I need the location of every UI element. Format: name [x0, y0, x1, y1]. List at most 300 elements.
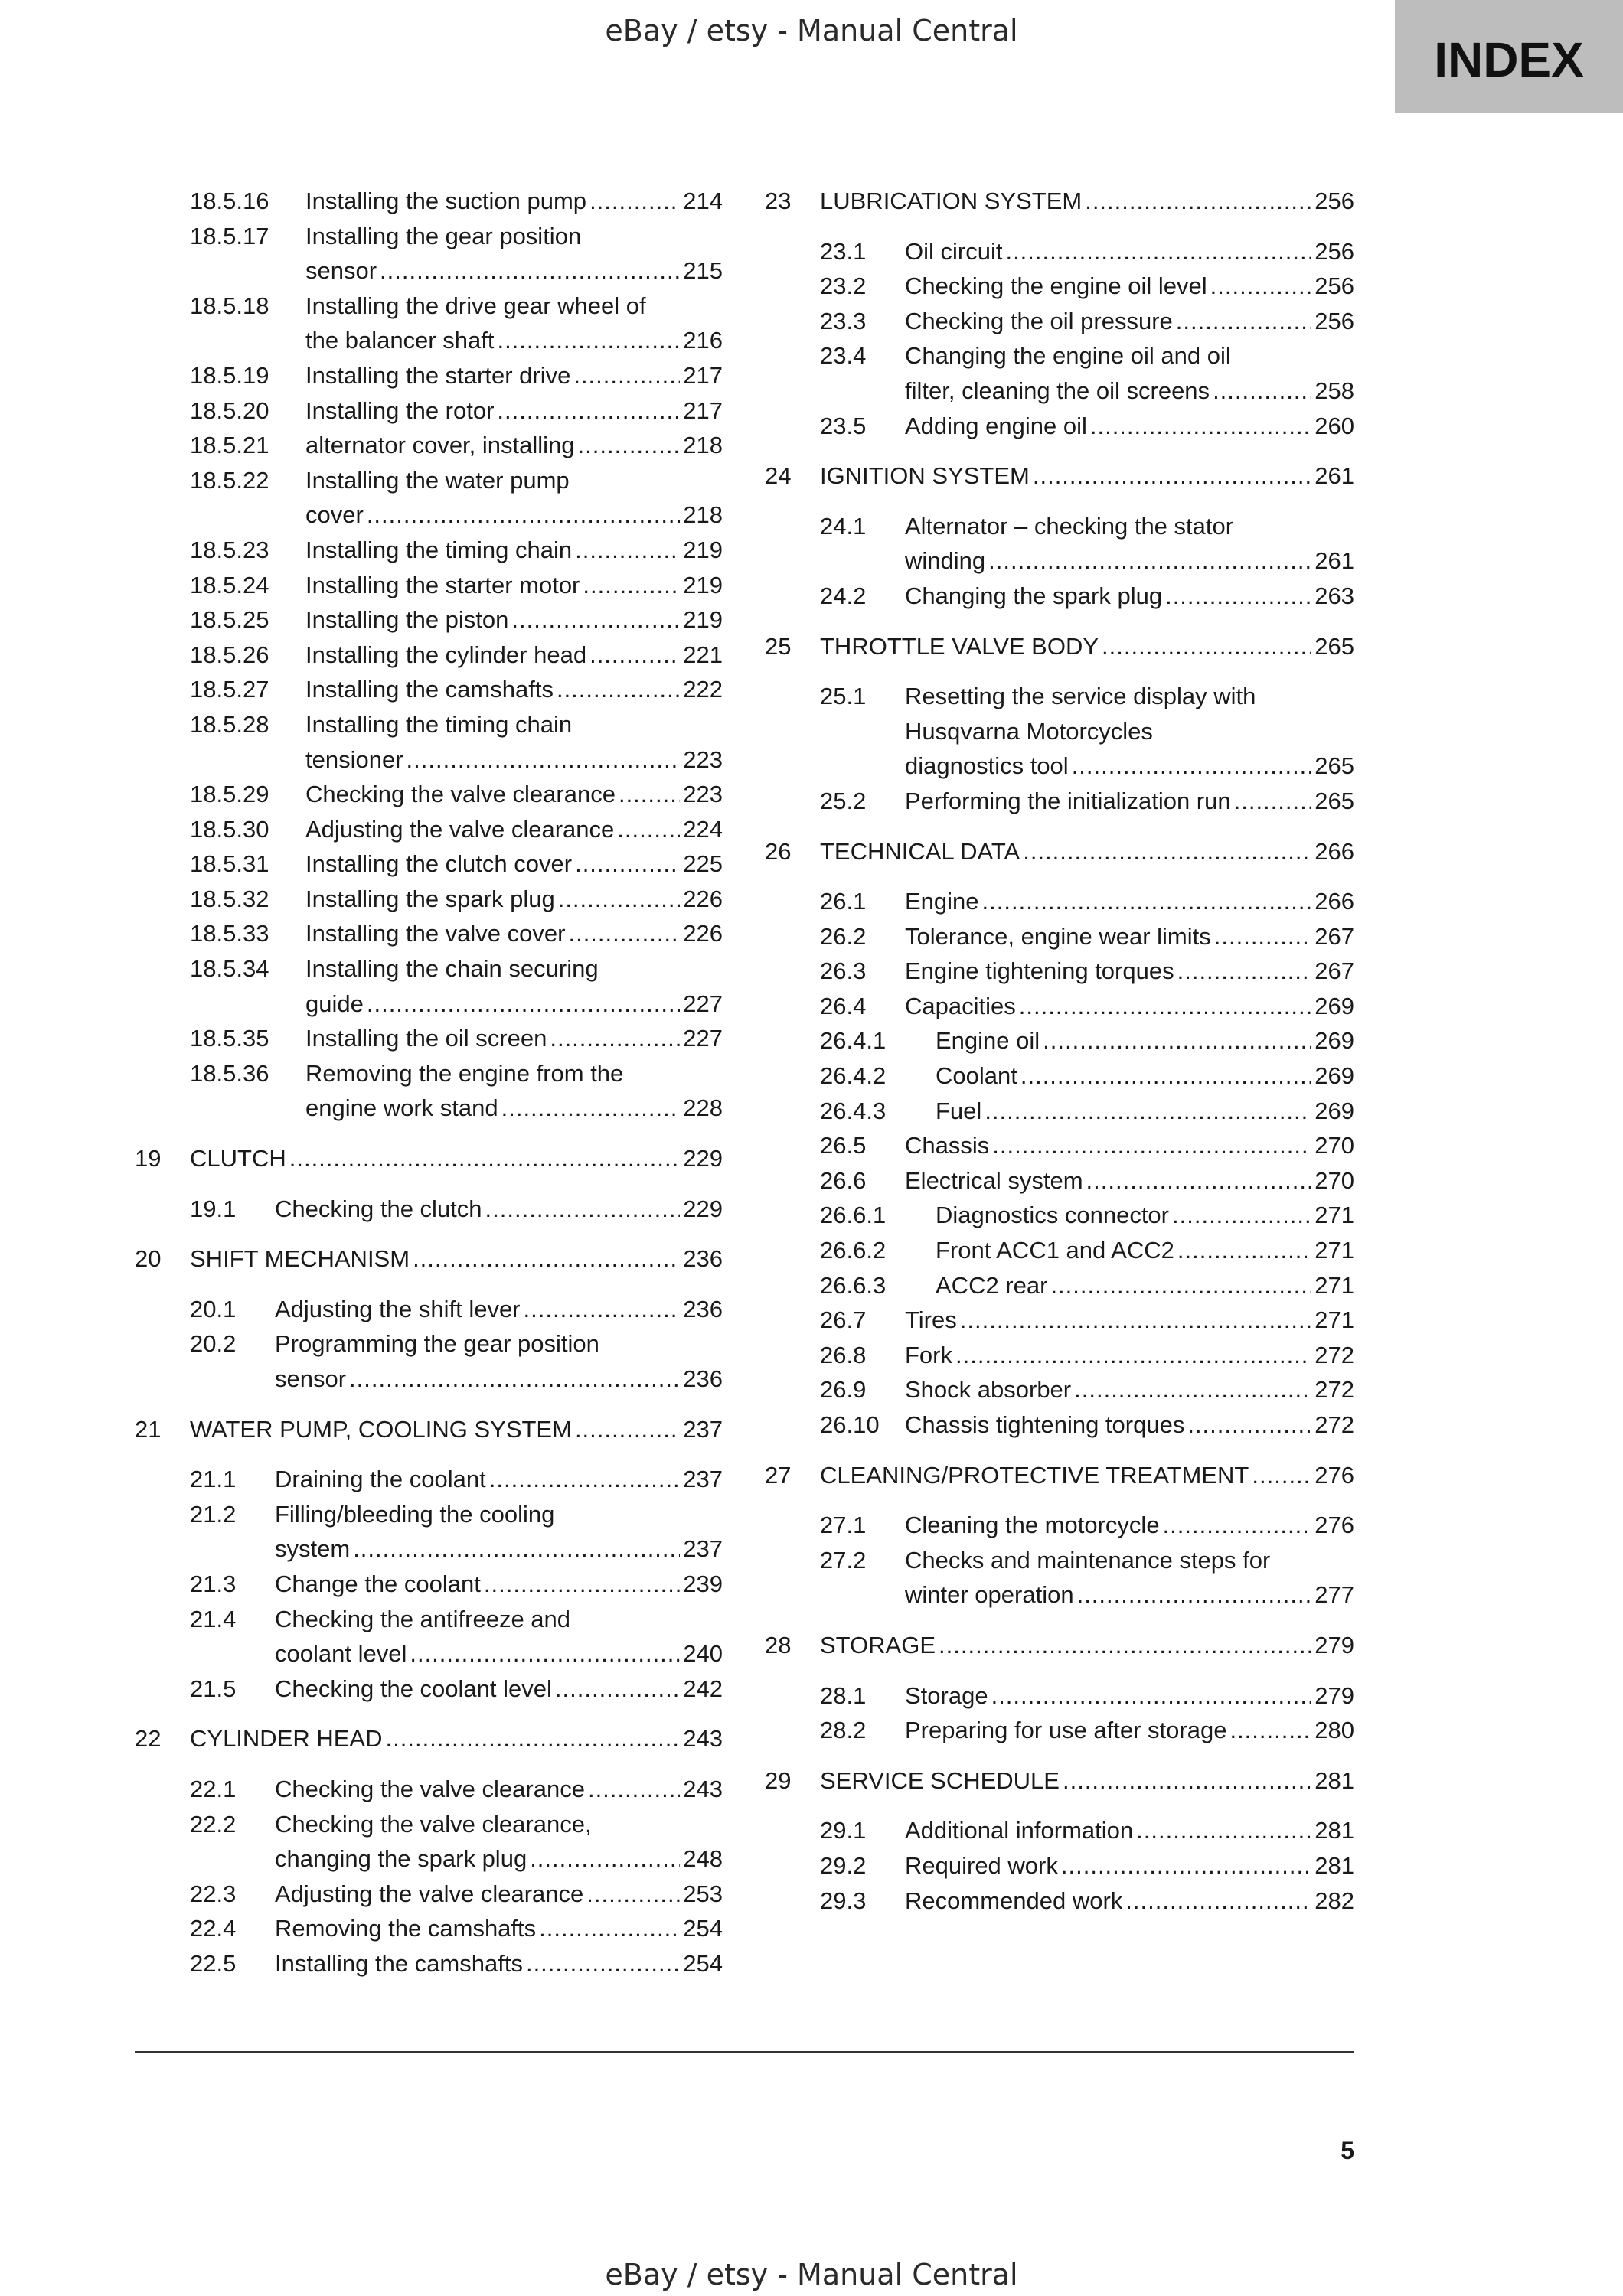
toc-entry-number: 20.1	[190, 1295, 237, 1322]
toc-entry-25-2[interactable]	[765, 784, 1354, 819]
toc-entry-page: 236	[683, 1365, 723, 1392]
toc-entry-27-1[interactable]	[765, 1508, 1354, 1543]
toc-entry-title: Installing the oil screen	[305, 1025, 547, 1052]
toc-entry-19[interactable]	[135, 1141, 723, 1176]
toc-entry-number: 23.2	[820, 272, 867, 300]
toc-entry-26-5[interactable]	[765, 1128, 1354, 1163]
toc-entry-29-2[interactable]	[765, 1848, 1354, 1883]
toc-entry-title: Oil circuit	[905, 237, 1003, 265]
toc-entry-number: 23.3	[820, 307, 867, 334]
toc-entry-number: 21	[135, 1415, 162, 1443]
toc-entry-number: 22.5	[190, 1949, 237, 1977]
toc-entry-page: 272	[1314, 1341, 1354, 1368]
toc-entry-number: 23.5	[820, 412, 867, 439]
watermark-top: eBay / etsy - Manual Central	[605, 14, 1018, 47]
dot-leader	[1020, 1058, 1311, 1094]
toc-entry-27-2[interactable]	[765, 1543, 1354, 1613]
toc-entry-number: 19.1	[190, 1195, 237, 1222]
toc-entry-number: 18.5.20	[190, 396, 269, 424]
toc-entry-18-5-36[interactable]	[135, 1056, 723, 1126]
toc-entry-18-5-34[interactable]	[135, 951, 723, 1021]
dot-leader	[485, 1192, 681, 1227]
dot-leader	[588, 1772, 680, 1807]
toc-entry-number: 29.1	[820, 1817, 867, 1844]
toc-entry-page: 266	[1314, 837, 1354, 865]
toc-entry-title: sensor	[305, 257, 377, 285]
toc-entry-18-5-21[interactable]	[135, 428, 723, 463]
dot-leader	[988, 543, 1311, 579]
toc-entry-title: Checking the coolant level	[275, 1675, 552, 1702]
toc-entry-page: 229	[683, 1145, 723, 1172]
toc-entry-title: Checks and maintenance steps for	[905, 1546, 1271, 1574]
toc-entry-number: 26.3	[820, 957, 867, 985]
toc-entry-29-1[interactable]	[765, 1813, 1354, 1848]
toc-entry-page: 279	[1314, 1631, 1354, 1658]
dot-leader	[589, 184, 680, 219]
toc-entry-title: Tolerance, engine wear limits	[905, 922, 1211, 950]
toc-entry-number: 21.5	[190, 1675, 237, 1702]
toc-entry-18-5-22[interactable]	[135, 463, 723, 533]
toc-entry-number: 26.4.2	[820, 1062, 887, 1090]
toc-entry-title: Checking the valve clearance	[275, 1775, 585, 1802]
toc-entry-page: 242	[683, 1675, 723, 1702]
dot-leader	[1177, 954, 1312, 989]
toc-entry-title: Cleaning the motorcycle	[905, 1512, 1160, 1539]
toc-entry-title: Installing the suction pump	[305, 188, 587, 214]
toc-entry-18-5-30[interactable]	[135, 812, 723, 847]
toc-entry-18-5-25[interactable]	[135, 602, 723, 638]
dot-leader	[484, 1567, 680, 1602]
dot-leader	[617, 812, 680, 847]
dot-leader	[586, 1877, 680, 1912]
toc-entry-18-5-16[interactable]	[135, 184, 723, 219]
toc-entry-title: Checking the oil pressure	[905, 307, 1173, 334]
toc-entry-title: Installing the valve cover	[305, 920, 566, 947]
toc-entry-page: 266	[1314, 888, 1354, 915]
toc-entry-title: Diagnostics connector	[936, 1202, 1169, 1229]
toc-entry-number: 18.5.16	[190, 188, 269, 214]
dot-leader	[568, 916, 680, 951]
toc-entry-title: Installing the camshafts	[275, 1949, 523, 1977]
toc-entry-18-5-19[interactable]	[135, 358, 723, 393]
toc-entry-number: 26.10	[820, 1411, 880, 1438]
toc-entry-26-6-2[interactable]	[765, 1233, 1354, 1268]
dot-leader	[1072, 748, 1312, 784]
toc-entry-title: Preparing for use after storage	[905, 1717, 1227, 1744]
toc-entry-title: Chassis tightening torques	[905, 1411, 1185, 1438]
toc-entry-26-1[interactable]	[765, 884, 1354, 919]
dot-leader	[1023, 834, 1311, 869]
toc-entry-title: Shock absorber	[905, 1376, 1072, 1404]
toc-entry-page: 265	[1314, 787, 1354, 814]
toc-entry-23-1[interactable]	[765, 234, 1354, 269]
toc-entry-page: 270	[1314, 1166, 1354, 1194]
toc-entry-title: Checking the clutch	[275, 1195, 482, 1222]
toc-entry-number: 27.2	[820, 1546, 867, 1574]
toc-entry-number: 22.4	[190, 1915, 237, 1942]
toc-entry-title: SERVICE SCHEDULE	[820, 1766, 1060, 1794]
dot-leader	[555, 1671, 680, 1707]
toc-entry-25[interactable]	[765, 629, 1354, 664]
dot-leader	[1163, 1508, 1312, 1543]
dot-leader	[413, 1241, 680, 1277]
dot-leader	[1102, 629, 1311, 664]
toc-entry-number: 29.2	[820, 1851, 867, 1879]
toc-entry-number: 20	[135, 1245, 162, 1273]
toc-entry-title: tensioner	[305, 745, 403, 773]
toc-entry-page: 216	[683, 327, 723, 354]
toc-entry-number: 21.4	[190, 1605, 237, 1632]
toc-entry-title: Coolant	[936, 1062, 1017, 1090]
toc-entry-title: Installing the rotor	[305, 396, 495, 424]
toc-entry-26-2[interactable]	[765, 919, 1354, 954]
toc-entry-title: THROTTLE VALVE BODY	[820, 632, 1099, 660]
dot-leader	[511, 602, 680, 638]
toc-entry-title: Engine tightening torques	[905, 957, 1174, 985]
toc-entry-20-2[interactable]	[135, 1326, 723, 1396]
dot-leader	[955, 1338, 1311, 1373]
dot-leader	[619, 777, 680, 812]
toc-right-column	[765, 184, 1354, 1918]
toc-entry-number: 25.2	[820, 787, 867, 814]
toc-entry-page: 281	[1314, 1766, 1354, 1794]
toc-entry-number: 18.5.36	[190, 1059, 269, 1087]
toc-entry-title: Installing the spark plug	[305, 885, 555, 912]
dot-leader	[489, 1462, 681, 1497]
toc-entry-page: 258	[1314, 377, 1354, 404]
toc-entry-number: 23.4	[820, 342, 867, 370]
toc-entry-page: 243	[683, 1775, 723, 1802]
toc-entry-22-1[interactable]	[135, 1772, 723, 1807]
toc-entry-page: 253	[683, 1880, 723, 1907]
index-tab[interactable]: INDEX	[1395, 0, 1623, 113]
toc-entry-page: 248	[683, 1845, 723, 1873]
toc-entry-page: 223	[683, 745, 723, 773]
toc-entry-title: changing the spark plug	[275, 1845, 527, 1873]
toc-entry-22-5[interactable]	[135, 1946, 723, 1981]
dot-leader	[1234, 784, 1312, 819]
toc-entry-26-6-1[interactable]	[765, 1198, 1354, 1233]
dot-leader	[1005, 234, 1311, 269]
toc-entry-number: 24.1	[820, 512, 867, 540]
toc-entry-19-1[interactable]	[135, 1192, 723, 1227]
dot-leader	[407, 742, 681, 778]
toc-entry-21-2[interactable]	[135, 1497, 723, 1567]
dot-leader	[497, 393, 680, 429]
toc-entry-18-5-24[interactable]	[135, 568, 723, 603]
toc-entry-page: 226	[683, 920, 723, 947]
toc-entry-title: IGNITION SYSTEM	[820, 462, 1030, 490]
dot-leader	[575, 533, 680, 568]
toc-entry-page: 227	[683, 1025, 723, 1052]
toc-entry-23-4[interactable]	[765, 338, 1354, 408]
toc-entry-18-5-27[interactable]	[135, 672, 723, 707]
toc-entry-29-3[interactable]	[765, 1883, 1354, 1919]
toc-entry-number: 19	[135, 1145, 162, 1172]
toc-entry-18-5-33[interactable]	[135, 916, 723, 951]
toc-entry-title: Capacities	[905, 992, 1016, 1019]
toc-entry-title: Draining the coolant	[275, 1466, 486, 1493]
toc-entry-page: 243	[683, 1725, 723, 1753]
toc-entry-28-1[interactable]	[765, 1678, 1354, 1714]
toc-entry-page: 254	[683, 1949, 723, 1977]
toc-entry-page: 272	[1314, 1411, 1354, 1438]
toc-entry-page: 281	[1314, 1851, 1354, 1879]
toc-entry-22-3[interactable]	[135, 1877, 723, 1912]
toc-entry-23-5[interactable]	[765, 409, 1354, 444]
toc-entry-title: Installing the timing chain	[305, 536, 573, 563]
dot-leader	[960, 1303, 1312, 1338]
toc-entry-number: 18.5.31	[190, 850, 269, 878]
toc-entry-number: 18.5.27	[190, 676, 269, 703]
toc-entry-page: 222	[683, 676, 723, 703]
toc-entry-22-2[interactable]	[135, 1807, 723, 1877]
toc-entry-23[interactable]	[765, 184, 1354, 219]
dot-leader	[410, 1636, 680, 1671]
toc-entry-27[interactable]	[765, 1458, 1354, 1493]
toc-entry-number: 26.4	[820, 992, 867, 1019]
toc-entry-title: the balancer shaft	[305, 327, 495, 354]
toc-entry-title: Installing the camshafts	[305, 676, 554, 703]
toc-entry-page: 239	[683, 1570, 723, 1597]
toc-entry-number: 18.5.29	[190, 781, 269, 808]
dot-leader	[524, 1292, 681, 1327]
toc-entry-number: 29.3	[820, 1887, 867, 1914]
dot-leader	[1090, 409, 1311, 444]
dot-leader	[1229, 1713, 1311, 1748]
toc-entry-page: 271	[1314, 1306, 1354, 1334]
toc-entry-20[interactable]	[135, 1241, 723, 1277]
toc-entry-page: 269	[1314, 1097, 1354, 1124]
dot-leader	[575, 1412, 680, 1447]
dot-leader	[578, 428, 681, 463]
dot-leader	[1165, 579, 1311, 614]
toc-entry-title: Checking the valve clearance	[305, 781, 616, 808]
dot-leader	[991, 1678, 1312, 1714]
toc-entry-page: 269	[1314, 1027, 1354, 1055]
toc-entry-26-9[interactable]	[765, 1372, 1354, 1407]
toc-entry-24[interactable]	[765, 458, 1354, 494]
toc-entry-title: Installing the cylinder head	[305, 641, 587, 668]
toc-entry-number: 18.5.35	[190, 1025, 269, 1052]
toc-entry-20-1[interactable]	[135, 1292, 723, 1327]
toc-entry-page: 261	[1314, 547, 1354, 575]
toc-entry-28[interactable]	[765, 1628, 1354, 1663]
toc-entry-number: 21.1	[190, 1466, 237, 1493]
toc-entry-28-2[interactable]	[765, 1713, 1354, 1748]
toc-entry-title: Recommended work	[905, 1887, 1123, 1914]
dot-leader	[367, 987, 680, 1022]
toc-entry-number: 26.1	[820, 888, 867, 915]
toc-entry-18-5-23[interactable]	[135, 533, 723, 568]
toc-entry-22[interactable]	[135, 1721, 723, 1756]
toc-entry-18-5-31[interactable]	[135, 846, 723, 882]
toc-entry-26-3[interactable]	[765, 954, 1354, 989]
toc-entry-title: Adjusting the valve clearance	[275, 1880, 584, 1907]
toc-entry-title: Tires	[905, 1306, 957, 1334]
toc-entry-title: SHIFT MECHANISM	[190, 1245, 410, 1273]
toc-entry-title: Installing the starter drive	[305, 361, 571, 389]
toc-entry-number: 18.5.26	[190, 641, 269, 668]
toc-entry-26-10[interactable]	[765, 1407, 1354, 1443]
toc-entry-page: 271	[1314, 1237, 1354, 1264]
toc-entry-title: Installing the timing chain	[305, 710, 573, 738]
toc-entry-title: winter operation	[905, 1581, 1074, 1609]
toc-entry-26-4[interactable]	[765, 989, 1354, 1024]
toc-entry-page: 226	[683, 885, 723, 912]
toc-entry-number: 18.5.25	[190, 606, 269, 634]
toc-entry-page: 260	[1314, 412, 1354, 439]
toc-entry-26-4-1[interactable]	[765, 1023, 1354, 1058]
toc-entry-page: 281	[1314, 1817, 1354, 1844]
toc-entry-page: 219	[683, 536, 723, 563]
toc-entry-21-5[interactable]	[135, 1671, 723, 1707]
toc-entry-page: 263	[1314, 582, 1354, 609]
toc-entry-title: Change the coolant	[275, 1570, 481, 1597]
toc-entry-page: 225	[683, 850, 723, 878]
toc-entry-number: 18.5.33	[190, 920, 269, 947]
toc-entry-title: Alternator – checking the stator	[905, 512, 1234, 540]
toc-entry-title: Engine oil	[936, 1027, 1040, 1055]
toc-entry-title: Changing the engine oil and oil	[905, 342, 1231, 370]
toc-entry-23-3[interactable]	[765, 304, 1354, 339]
toc-entry-number: 22	[135, 1725, 162, 1753]
dot-leader	[1187, 1407, 1311, 1443]
toc-entry-page: 261	[1314, 462, 1354, 490]
toc-entry-title: engine work stand	[305, 1094, 498, 1122]
toc-entry-number: 21.3	[190, 1570, 237, 1597]
dot-leader	[992, 1128, 1311, 1163]
toc-entry-number: 26.9	[820, 1376, 867, 1404]
toc-entry-29[interactable]	[765, 1763, 1354, 1799]
dot-leader	[289, 1141, 681, 1176]
toc-entry-18-5-32[interactable]	[135, 882, 723, 917]
toc-entry-title: Engine	[905, 888, 979, 915]
dot-leader	[497, 323, 680, 358]
toc-entry-22-4[interactable]	[135, 1911, 723, 1946]
toc-entry-title: guide	[305, 990, 364, 1017]
toc-entry-page: 265	[1314, 752, 1354, 780]
toc-entry-number: 18.5.17	[190, 222, 269, 249]
toc-entry-page: 215	[683, 257, 723, 285]
dot-leader	[575, 846, 680, 882]
toc-entry-21-1[interactable]	[135, 1462, 723, 1497]
toc-entry-18-5-29[interactable]	[135, 777, 723, 812]
dot-leader	[1061, 1848, 1311, 1883]
toc-entry-21[interactable]	[135, 1412, 723, 1447]
toc-entry-26-8[interactable]	[765, 1338, 1354, 1373]
toc-entry-page: 221	[683, 641, 723, 668]
toc-entry-title: Chassis	[905, 1132, 990, 1159]
toc-entry-26[interactable]	[765, 834, 1354, 869]
toc-entry-title: Programming the gear position	[275, 1330, 599, 1358]
toc-entry-page: 269	[1314, 1062, 1354, 1090]
toc-entry-page: 272	[1314, 1376, 1354, 1404]
toc-entry-page: 269	[1314, 992, 1354, 1019]
toc-entry-number: 18.5.23	[190, 536, 269, 563]
dot-leader	[349, 1362, 680, 1397]
footer-rule	[135, 2051, 1354, 2053]
toc-entry-title: system	[275, 1535, 351, 1563]
dot-leader	[1214, 919, 1312, 954]
toc-entry-18-5-17[interactable]	[135, 219, 723, 289]
toc-entry-18-5-20[interactable]	[135, 393, 723, 429]
toc-entry-18-5-28[interactable]	[135, 707, 723, 777]
toc-entry-title: Fork	[905, 1341, 952, 1368]
toc-entry-page: 224	[683, 815, 723, 843]
toc-entry-number: 24	[765, 462, 792, 490]
toc-entry-number: 26.6.1	[820, 1202, 887, 1229]
toc-entry-title: Adjusting the shift lever	[275, 1295, 521, 1322]
toc-entry-page: 282	[1314, 1887, 1354, 1914]
toc-entry-26-7[interactable]	[765, 1303, 1354, 1338]
toc-entry-title: Resetting the service display with	[905, 683, 1256, 710]
toc-entry-24-1[interactable]	[765, 509, 1354, 579]
toc-entry-title: alternator cover, installing	[305, 432, 575, 459]
toc-entry-page: 256	[1314, 188, 1354, 214]
toc-entry-number: 26.5	[820, 1132, 867, 1159]
dot-leader	[539, 1911, 680, 1946]
toc-entry-26-4-3[interactable]	[765, 1094, 1354, 1129]
toc-entry-page: 227	[683, 990, 723, 1017]
toc-entry-21-4[interactable]	[135, 1602, 723, 1671]
dot-leader	[530, 1841, 680, 1877]
toc-entry-title: Installing the water pump	[305, 466, 570, 494]
toc-entry-number: 26.6	[820, 1166, 867, 1194]
toc-entry-21-3[interactable]	[135, 1567, 723, 1602]
toc-entry-title: filter, cleaning the oil screens	[905, 377, 1210, 404]
toc-entry-page: 217	[683, 361, 723, 389]
toc-entry-title: Front ACC1 and ACC2	[936, 1237, 1174, 1264]
dot-leader	[1177, 1233, 1311, 1268]
toc-entry-number: 27	[765, 1461, 792, 1489]
toc-entry-page: 271	[1314, 1202, 1354, 1229]
toc-entry-title: Installing the starter motor	[305, 571, 580, 598]
dot-leader	[557, 672, 680, 707]
dot-leader	[1210, 269, 1312, 304]
toc-entry-24-2[interactable]	[765, 579, 1354, 614]
toc-entry-title: ACC2 rear	[936, 1271, 1048, 1299]
toc-entry-title: LUBRICATION SYSTEM	[820, 188, 1083, 214]
dot-leader	[550, 1021, 680, 1056]
toc-entry-number: 20.2	[190, 1330, 237, 1358]
dot-leader	[1136, 1813, 1311, 1848]
toc-entry-title: diagnostics tool	[905, 752, 1069, 780]
toc-entry-25-1[interactable]	[765, 679, 1354, 784]
toc-entry-18-5-35[interactable]	[135, 1021, 723, 1056]
toc-entry-page: 223	[683, 781, 723, 808]
toc-entry-23-2[interactable]	[765, 269, 1354, 304]
dot-leader	[367, 497, 680, 533]
toc-entry-page: 240	[683, 1640, 723, 1668]
dot-leader	[558, 882, 681, 917]
toc-entry-18-5-18[interactable]	[135, 289, 723, 358]
toc-entry-26-6-3[interactable]	[765, 1268, 1354, 1303]
toc-entry-page: 279	[1314, 1681, 1354, 1709]
toc-entry-title: Additional information	[905, 1817, 1134, 1844]
toc-entry-18-5-26[interactable]	[135, 638, 723, 673]
toc-entry-number: 26.7	[820, 1306, 867, 1334]
dot-leader	[1125, 1883, 1311, 1919]
toc-entry-title: Required work	[905, 1851, 1058, 1879]
toc-entry-page: 254	[683, 1915, 723, 1942]
toc-entry-number: 25	[765, 632, 792, 660]
toc-entry-number: 26.6.2	[820, 1237, 887, 1264]
dot-leader	[583, 568, 680, 603]
toc-entry-number: 26	[765, 837, 792, 865]
toc-entry-26-4-2[interactable]	[765, 1058, 1354, 1094]
toc-entry-26-6[interactable]	[765, 1163, 1354, 1199]
